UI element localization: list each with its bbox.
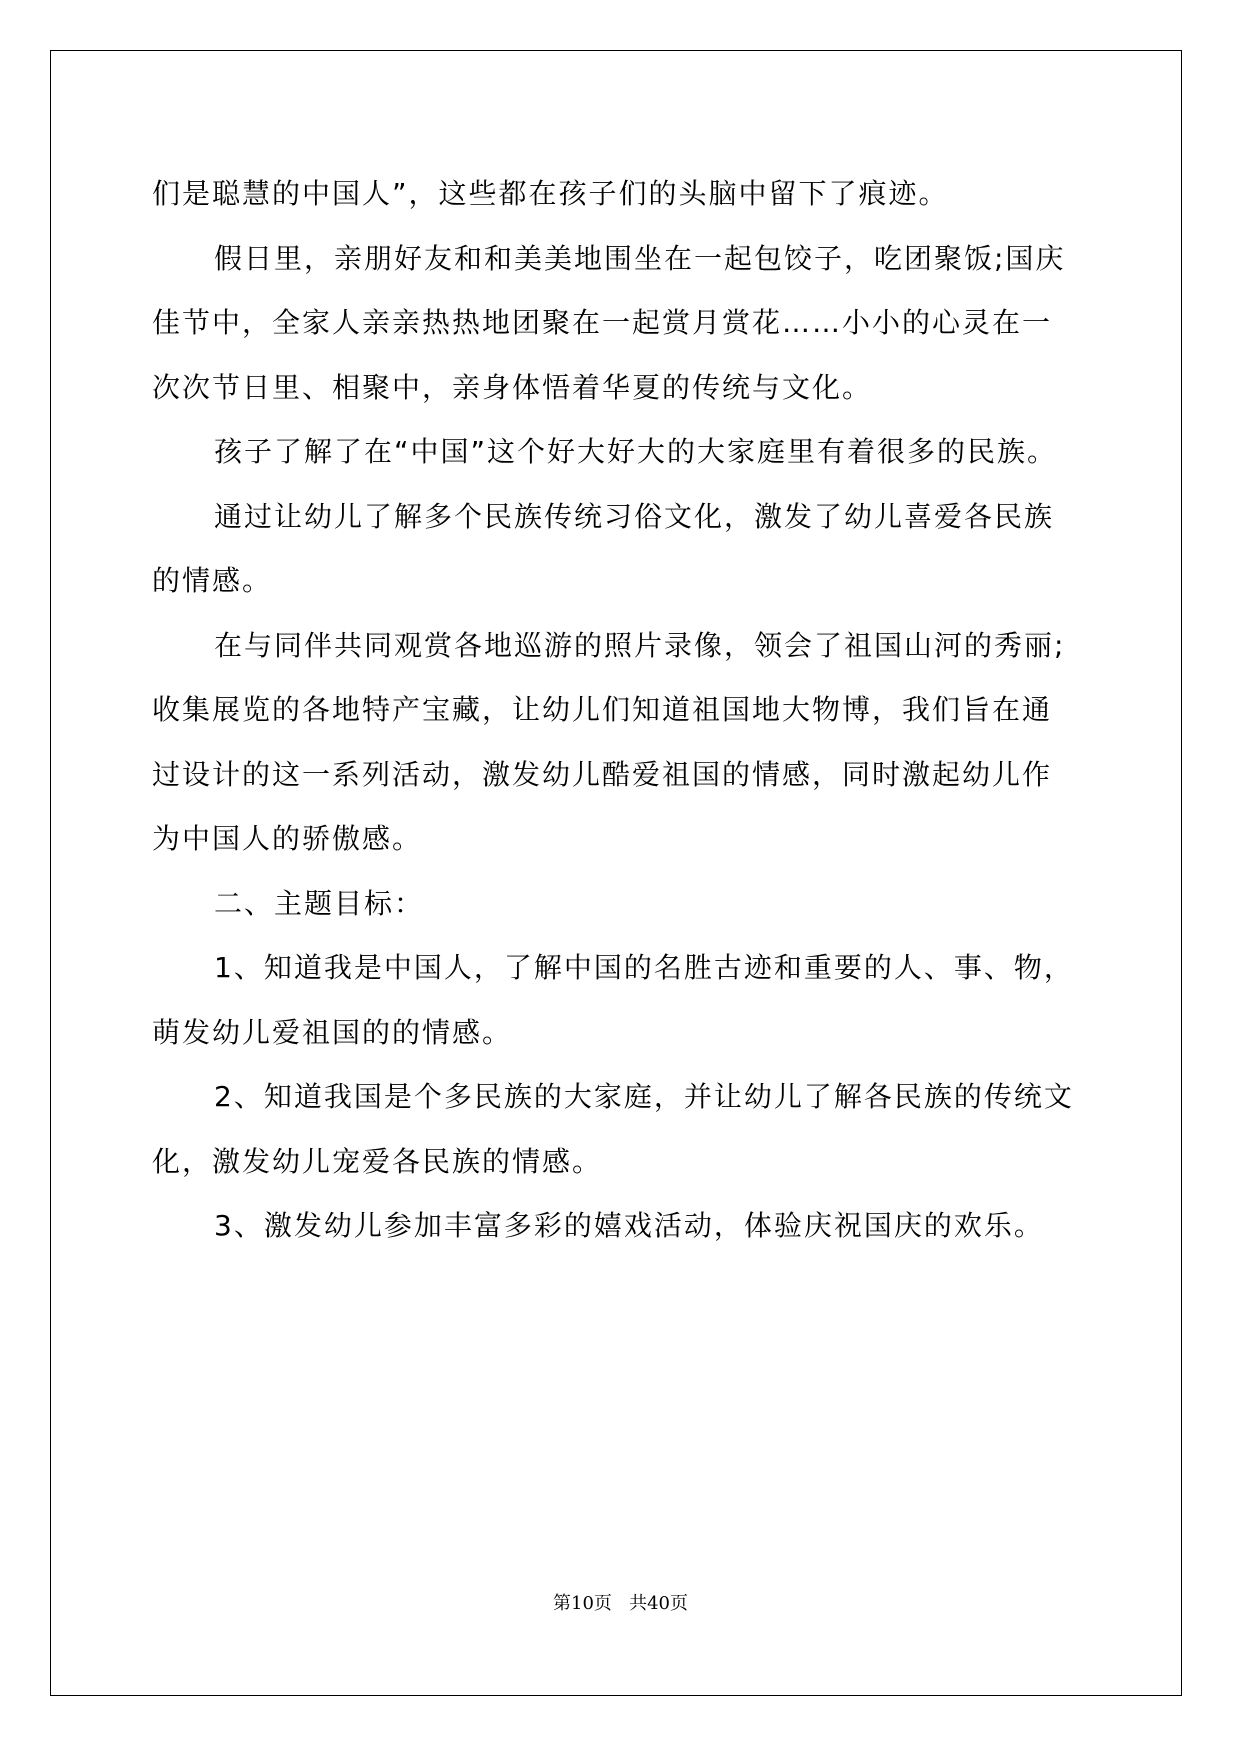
text-line: 过设计的这一系列活动，激发幼儿酷爱祖国的情感，同时激起幼儿作 bbox=[152, 757, 1053, 791]
document-body bbox=[152, 162, 1092, 1259]
text-line: 1、知道我是中国人，了解中国的名胜古迹和重要的人、事、物， bbox=[214, 951, 1074, 984]
text-line: 的情感。 bbox=[152, 564, 273, 597]
text-line: 为中国人的骄傲感。 bbox=[152, 822, 423, 855]
text-line: 佳节中，全家人亲亲热热地团聚在一起赏月赏花……小小的心灵在一 bbox=[152, 306, 1053, 339]
text-line: 化，激发幼儿宠爱各民族的情感。 bbox=[152, 1144, 603, 1178]
text-line: 萌发幼儿爱祖国的的情感。 bbox=[152, 1015, 513, 1049]
text-line: 通过让幼儿了解多个民族传统习俗文化，激发了幼儿喜爱各民族 bbox=[214, 499, 1055, 533]
text-line: 孩子了解了在“中国”这个好大好大的大家庭里有着很多的民族。 bbox=[214, 435, 1058, 468]
text-line: 3、激发幼儿参加丰富多彩的嬉戏活动，体验庆祝国庆的欢乐。 bbox=[214, 1209, 1044, 1242]
page-total: 共40页 bbox=[629, 1593, 688, 1614]
page-number: 第10页 bbox=[553, 1593, 612, 1614]
text-line: 2、知道我国是个多民族的大家庭，并让幼儿了解各民族的传统文 bbox=[214, 1080, 1074, 1113]
section-heading: 二、主题目标： bbox=[214, 886, 425, 920]
text-line: 假日里，亲朋好友和和美美地围坐在一起包饺子，吃团聚饭;国庆 bbox=[214, 241, 1066, 275]
text-line: 在与同伴共同观赏各地巡游的照片录像，领会了祖国山河的秀丽; bbox=[214, 628, 1066, 662]
text-line: 次次节日里、相聚中，亲身体悟着华夏的传统与文化。 bbox=[152, 370, 873, 404]
page-footer bbox=[0, 1592, 1241, 1616]
text-line: 收集展览的各地特产宝藏，让幼儿们知道祖国地大物博，我们旨在通 bbox=[152, 693, 1053, 726]
text-line: 们是聪慧的中国人”，这些都在孩子们的头脑中留下了痕迹。 bbox=[152, 177, 949, 210]
